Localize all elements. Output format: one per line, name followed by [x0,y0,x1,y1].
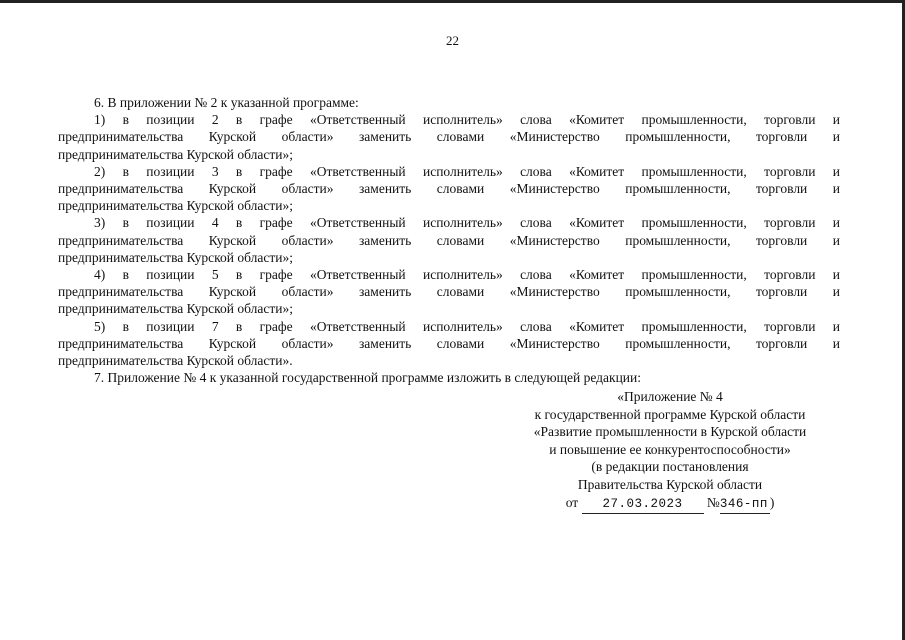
item-line: предпринимательства Курской области» заменить словами «Министерство промышленности, торговли и [58,129,840,145]
item-line: 2) в позиции 3 в графе «Ответственный исполнитель» слова «Комитет промышленности, торговли и [94,163,840,179]
annex-block [480,388,860,514]
item-line: предпринимательства Курской области». [58,353,293,369]
annex-line: и повышение ее конкурентоспособности» [549,441,791,457]
item-line: предпринимательства Курской области»; [58,198,293,214]
item-line: 4) в позиции 5 в графе «Ответственный исполнитель» слова «Комитет промышленности, торговли и [94,267,840,283]
document-body [58,94,840,386]
section-6-item [58,214,840,266]
closing-paren: ) [769,494,775,510]
annex-title: «Приложение № 4 [617,389,723,404]
item-line: предпринимательства Курской области» заменить словами «Министерство промышленности, торговли и [58,335,840,351]
section-6-item [58,163,840,215]
section-6-item [58,266,840,318]
annex-line: «Развитие промышленности в Курской области [533,424,807,440]
section-7-text: 7. Приложение № 4 к указанной государственной программе изложить в следующей редакции: [94,370,641,386]
item-line: 1) в позиции 2 в графе «Ответственный исполнитель» слова «Комитет промышленности, торговли и [94,112,840,128]
annex-line: Правительства Курской области [577,476,763,492]
number-value: 346-пп [720,496,770,515]
annex-line: (в редакции постановления [591,459,749,475]
item-line: предпринимательства Курской области» заменить словами «Министерство промышленности, торговли и [58,284,840,300]
item-line: предпринимательства Курской области»; [58,249,293,265]
page-number: 22 [446,33,459,48]
number-label: № [706,494,720,510]
item-line: предпринимательства Курской области»; [58,301,293,317]
section-6-heading: 6. В приложении № 2 к указанной программе: [94,95,359,110]
date-value: 27.03.2023 [582,496,704,515]
item-line: предпринимательства Курской области»; [58,146,293,162]
item-line: 3) в позиции 4 в графе «Ответственный исполнитель» слова «Комитет промышленности, торговли и [94,215,840,231]
item-line: предпринимательства Курской области» заменить словами «Министерство промышленности, торговли и [58,232,840,248]
annex-signature-row [480,494,860,515]
section-6-item [58,111,840,163]
section-6-item [58,318,840,370]
from-label: от [565,494,579,510]
annex-line: к государственной программе Курской области [534,406,806,422]
item-line: предпринимательства Курской области» заменить словами «Министерство промышленности, торговли и [58,181,840,197]
item-line: 5) в позиции 7 в графе «Ответственный исполнитель» слова «Комитет промышленности, торговли и [94,318,840,334]
page-border-top [0,0,905,3]
